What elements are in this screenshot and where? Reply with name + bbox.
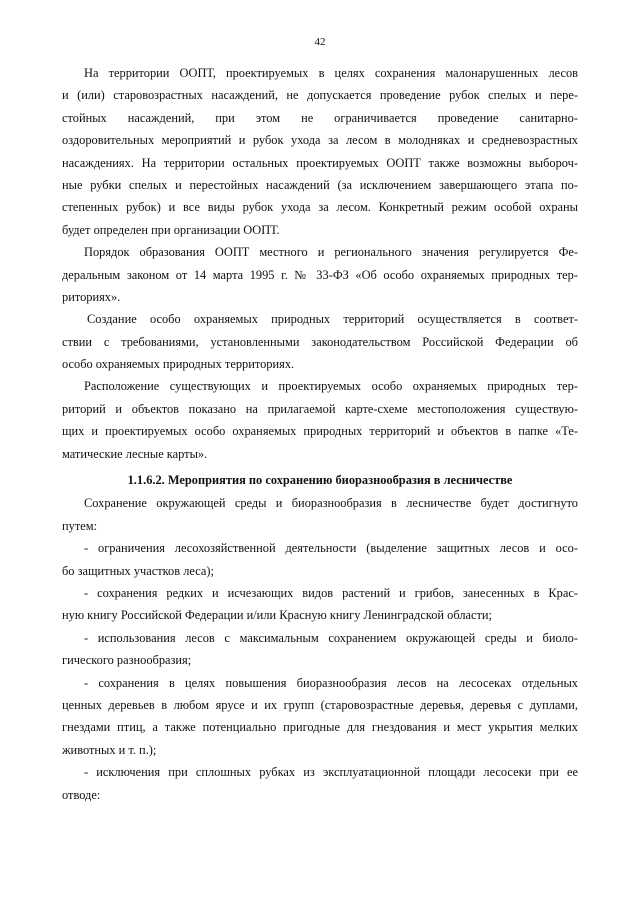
list-item: [62, 537, 578, 582]
text-line: матические лесные карты».: [62, 446, 208, 461]
text-line: особо охраняемых природных территориях.: [62, 357, 295, 372]
text-line: гического разнообразия;: [62, 653, 192, 668]
list-item: [62, 627, 578, 672]
text-line: будет определен при организации ООПТ.: [62, 222, 280, 237]
text-line: ные рубки спелых и перестойных насаждений (за исключением завершающего этапа по-: [62, 177, 578, 192]
paragraph-oopt-location: [62, 375, 578, 465]
list-item: [62, 672, 578, 762]
text-line: гнездами птиц, а также потенциально пригодные для гнездования и мест укрытия мелких: [62, 720, 578, 735]
text-line: насаждениях. На территории остальных проектируемых ООПТ также возможны выбороч-: [62, 155, 578, 170]
text-line: животных и т. п.);: [62, 742, 157, 757]
text-line: На территории ООПТ, проектируемых в целях сохранения малонарушенных лесов: [84, 66, 578, 80]
text-line: ствии с требованиями, установленными законодательством Российской Федерации об: [62, 334, 578, 349]
list-item: [62, 761, 578, 806]
text-line: Сохранение окружающей среды и биоразнообразия в лесничестве будет достигнуто: [84, 496, 578, 511]
paragraph-oopt-regime: [62, 62, 578, 241]
list-item: [62, 582, 578, 627]
page-number: 42: [314, 36, 326, 48]
text-line: Создание особо охраняемых природных территорий осуществляется в соответ-: [87, 312, 578, 327]
text-line: бо защитных участков леса);: [62, 563, 214, 578]
text-line: - использования лесов с максимальным сохранением окружающей среды и биоло-: [84, 630, 578, 645]
text-line: Расположение существующих и проектируемых особо охраняемых природных тер-: [84, 379, 578, 394]
text-line: деральным законом от 14 марта 1995 г. № 33-ФЗ «Об особо охраняемых природных тер-: [62, 267, 578, 282]
text-line: степенных рубок) и все виды рубок ухода за лесом. Конкретный режим особой охраны: [62, 200, 578, 215]
text-line: щих и проектируемых особо охраняемых природных территорий и объектов в папке «Те-: [62, 424, 578, 439]
text-line: ную книгу Российской Федерации и/или Красную книгу Ленинградской области;: [62, 608, 492, 623]
text-line: - сохранения редких и исчезающих видов растений и грибов, занесенных в Крас-: [84, 585, 578, 600]
paragraph-oopt-creation: [62, 308, 578, 375]
text-line: оздоровительных мероприятий и рубок ухода за лесом в молодняках и средневозрастных: [62, 133, 578, 148]
text-line: риториях».: [62, 289, 121, 304]
paragraph-oopt-law: [62, 241, 578, 308]
text-line: стойных насаждений, при этом не ограничивается проведение санитарно-: [62, 110, 578, 125]
text-line: путем:: [62, 518, 98, 533]
text-line: отводе:: [62, 787, 101, 802]
text-line: Порядок образования ООПТ местного и регионального значения регулируется Фе-: [84, 245, 578, 260]
text-line: - ограничения лесохозяйственной деятельности (выделение защитных лесов и осо-: [84, 541, 578, 556]
text-line: - сохранения в целях повышения биоразнообразия лесов на лесосеках отдельных: [84, 675, 578, 690]
document-body: [62, 62, 578, 806]
text-line: ценных деревьев в любом ярусе и их групп (старовозрастные деревья, деревья с дуплами,: [62, 697, 578, 712]
paragraph-biodiversity-intro: [62, 492, 578, 537]
section-heading: 1.1.6.2. Мероприятия по сохранению биоразнообразия в лесничестве: [127, 473, 513, 488]
text-line: и (или) старовозрастных насаждений, не допускается проведение рубок спелых и пере-: [62, 88, 578, 103]
text-line: - исключения при сплошных рубках из эксплуатационной площади лесосеки при ее: [84, 765, 578, 780]
text-line: риторий и объектов показано на прилагаемой карте-схеме местоположения существую-: [62, 401, 578, 416]
